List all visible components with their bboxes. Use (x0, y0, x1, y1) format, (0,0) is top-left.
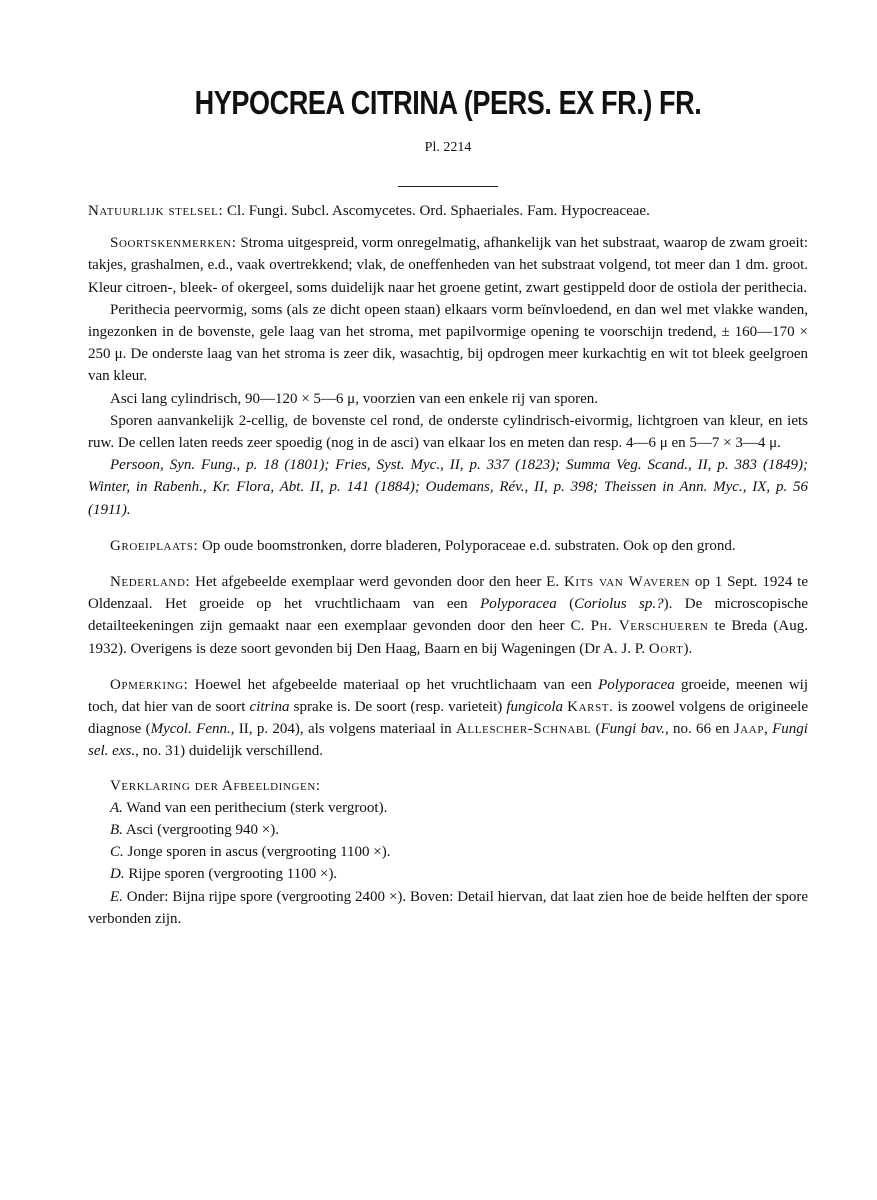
figure-legend (88, 775, 808, 930)
legend-text: Rijpe sporen (vergrooting 1100 ×). (124, 866, 338, 883)
legend-letter: C. (110, 844, 124, 861)
legend-letter: B. (110, 822, 123, 839)
citation-title: Mycol. Fenn. (150, 721, 231, 738)
page-title: HYPOCREA CITRINA (PERS. EX FR.) FR. (194, 84, 702, 121)
legend-item (88, 797, 808, 819)
text-run: , II, p. 204), als volgens materiaal in (230, 721, 456, 738)
citation-title: Fungi sel. exs. (88, 721, 808, 760)
paragraph-text: Stroma uitgespreid, vorm onregelmatig, afhankelijk van het substraat, waarop de zwam groeit: takjes, grashalmen, e.d., vaak overtrekkend; vlak, de oneffenheden van het substraat volgend, tot meer dan 1 dm. groot. Kleur citroen-, bleek- of okergeel, soms duidelijk naar het groene getint, zwart gestippeld door de ostiola der perithecia. (88, 235, 808, 296)
legend-text: Onder: Bijna rijpe spore (vergrooting 2400 ×). Boven: Detail hiervan, dat laat zien hoe de beide helften der spore verbonden zijn. (88, 888, 808, 927)
person-name: Jaap (733, 721, 765, 738)
section-label: Verklaring der Afbeeldingen: (110, 777, 321, 794)
legend-item (88, 886, 808, 930)
text-run: is zoowel volgens de origineele diagnose ( (88, 699, 808, 738)
opmerking-paragraph (88, 674, 808, 763)
taxon-name: Polyporacea (598, 676, 675, 693)
soortskenmerken-paragraph (88, 232, 808, 299)
legend-item (88, 841, 808, 863)
section-label: Soortskenmerken: (110, 235, 237, 252)
nederland-paragraph (88, 571, 808, 660)
legend-text: Wand van een perithecium (sterk vergroot). (122, 799, 388, 816)
text-run: Hoewel het afgebeelde materiaal op het vruchtlichaam van een (188, 676, 599, 693)
groeiplaats-paragraph (88, 535, 808, 557)
figure-legend-heading (88, 775, 808, 797)
person-name: Oort (648, 640, 684, 657)
person-name: Karst. (567, 699, 614, 716)
section-label: Opmerking: (110, 676, 189, 693)
text-run: sprake is. De soort (resp. varieteit) (289, 699, 507, 716)
asci-paragraph: Asci lang cylindrisch, 90—120 × 5—6 μ, voorzien van een enkele rij van sporen. (110, 390, 599, 407)
literature-text: Persoon, Syn. Fung., p. 18 (1801); Fries, Syst. Myc., II, p. 337 (1823); Summa Veg. Scand., II, p. 383 (1849); Winter, in Rabenh., Kr. Flora, Abt. II, p. 141 (1884); Oudemans, Rév., II, p. 398; Theissen in Ann. Myc., IX, p. 56 (1911). (88, 457, 808, 518)
person-name: Ph. Verschueren (590, 618, 709, 635)
person-name: Allescher-Schnabl (455, 721, 592, 738)
section-label: Nederland: (110, 574, 191, 591)
text-run: , (764, 721, 773, 738)
paragraph-text: Op oude boomstronken, dorre bladeren, Polyporaceae e.d. substraten. Ook op den grond. (198, 537, 736, 554)
perithecia-paragraph: Perithecia peervormig, soms (als ze dicht opeen staan) elkaars vorm beïnvloedend, en dan wel met vlakke wanden, ingezonken in de bovenste, gele laag van het stroma, met papilvormige opening te voorschijn tredend, ± 160—170 × 250 μ. De onderste laag van het stroma is zeer dik, wasachtig, bij opdrogen meer kurkachtig en wit tot bleek geelgroen van kleur. (88, 301, 808, 385)
text-run: groeide, meenen wij toch, dat hier van de soort (88, 676, 808, 716)
natuurlijk-stelsel-paragraph (88, 200, 808, 222)
text-run: , no. 66 en (664, 721, 734, 738)
text-run: , no. 31) duidelijk verschillend. (135, 743, 323, 760)
legend-item (88, 863, 808, 885)
text-run: op 1 Sept. 1924 te Oldenzaal. Het groeide op het vruchtlichaam van een (88, 574, 809, 613)
legend-item (88, 819, 808, 841)
document-body (88, 200, 808, 930)
taxon-name: fungicola (506, 699, 564, 716)
legend-text: Jonge sporen in ascus (vergrooting 1100 ×). (123, 844, 391, 861)
text-run: ). (683, 640, 693, 657)
legend-letter: E. (110, 888, 123, 905)
citation-title: Fungi bav. (600, 721, 665, 738)
legend-text: Asci (vergrooting 940 ×). (122, 822, 280, 839)
title-divider (398, 186, 498, 187)
text-run: ( (591, 721, 601, 738)
text-run: te Breda (Aug. 1932). Overigens is deze soort gevonden bij Den Haag, Baarn en bij Wageningen (Dr A. J. P. (88, 618, 808, 657)
taxon-name: Polyporacea (480, 596, 557, 613)
taxon-name: citrina (249, 699, 290, 716)
text-run: ( (556, 596, 575, 613)
plate-number: Pl. 2214 (424, 140, 472, 155)
paragraph-text: Cl. Fungi. Subcl. Ascomycetes. Ord. Sphaeriales. Fam. Hypocreaceae. (223, 203, 650, 219)
legend-letter: A. (110, 799, 123, 816)
taxon-name: Coriolus sp.? (574, 596, 664, 613)
sporen-paragraph: Sporen aanvankelijk 2-cellig, de bovenste cel rond, de onderste cylindrisch-eivormig, lichtgroen van kleur, en iets ruw. De cellen laten reeds zeer spoedig (nog in de asci) van elkaar los en meten dan resp. 4—6 μ en 5—7 × 3—4 μ. (88, 412, 808, 452)
person-name: Kits van Waveren (563, 574, 691, 591)
section-label: Groeiplaats: (110, 537, 199, 554)
legend-letter: D. (110, 866, 125, 883)
literature-paragraph (88, 454, 808, 521)
text-run: ). De microscopische detailteekeningen zijn gemaakt naar een exemplaar gevonden door den heer C. (88, 596, 808, 635)
text-run: Het afgebeelde exemplaar werd gevonden door den heer E. (190, 574, 564, 591)
section-label: Natuurlijk stelsel: (88, 203, 224, 219)
